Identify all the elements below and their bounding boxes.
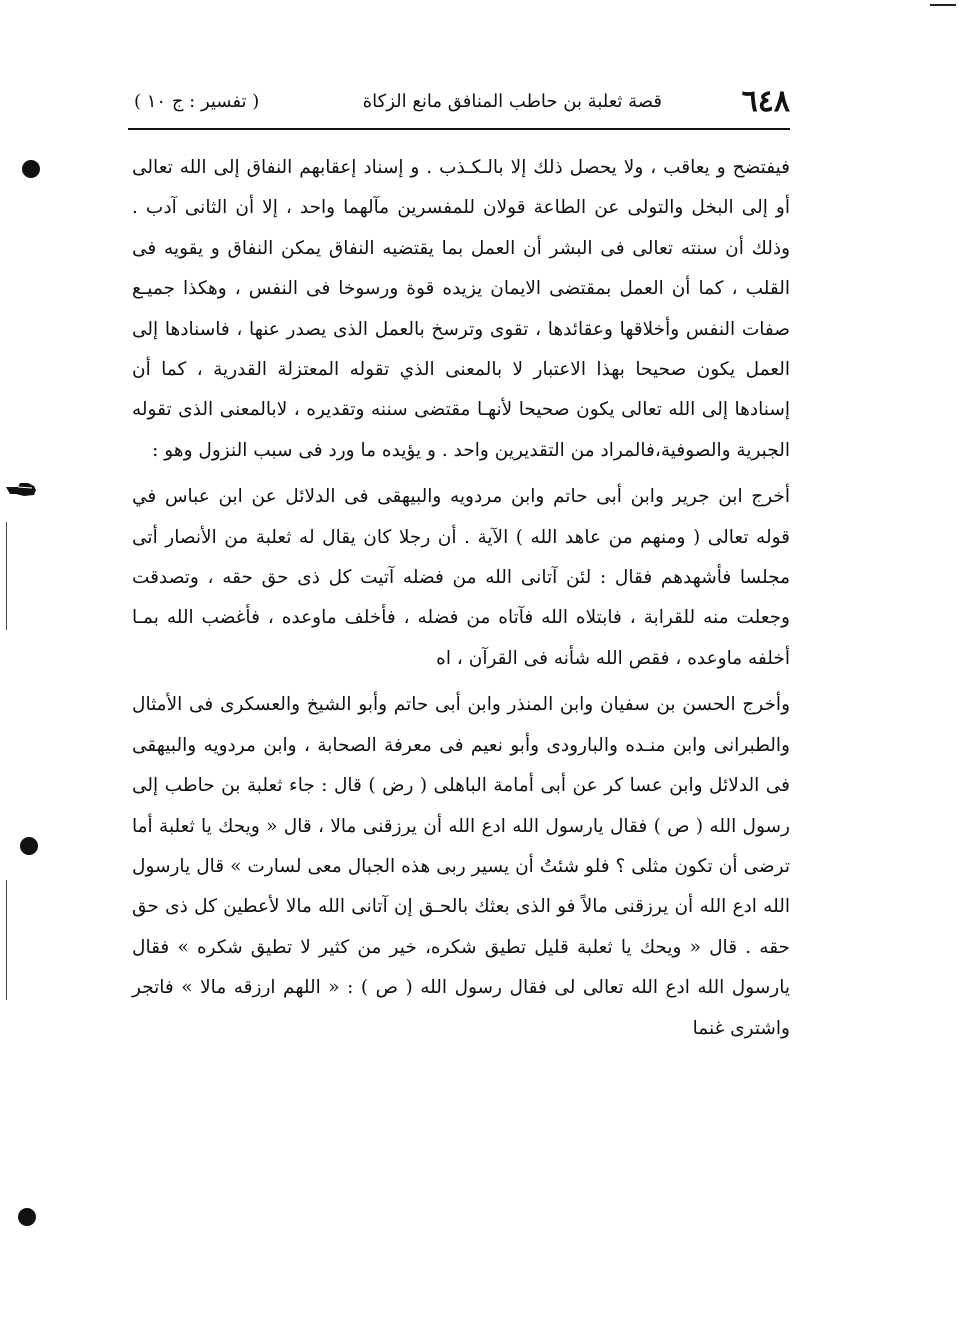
paragraph-abu-umama-narration: وأخرج الحسن بن سفيان وابن المنذر وابن أبى حاتم وأبو الشيخ والعسكرى فى الأمثال والطبرانى وابن منـده والبارودى وأبو نعيم فى معرفة الصحابة ، وابن مردويه والبيهقى فى الدلائل وابن عسا كر عن أبى أمامة الباهلى ( رض ) قال : جاء ثعلبة بن حاطب إلى رسول الله ( ص ) فقال يارسول الله ادع الله أن يرزقنى مالا ، قال « ويحك يا ثعلبة أما ترضى أن تكون مثلى ؟ فلو شئتُ أن يسير ربى هذه الجبال معى لسارت » قال يارسول الله ادع الله أن يرزقنى مالاً فو الذى بعثك بالحـق إن آتانى الله مالا لأعطين كل ذى حق حقه . قال « ويحك يا ثعلبة قليل تطيق شكره، خير من كثير لا تطيق شكره » فقال يارسول الله ادع الله تعالى لى فقال رسول الله ( ص ) : « اللهم ارزقه مالا » فاتجر واشترى غنما [132,694,790,1039]
margin-line [6,880,7,1000]
margin-line [6,522,7,630]
section-reference: ( تفسير : ج ١٠ ) [134,91,260,112]
paragraph-commentary: فيفتضح و يعاقب ، ولا يحصل ذلك إلا بالـكـذب . و إسناد إعقابهم النفاق إلى الله تعالى أو إلى البخل والتولى عن الطاعة قولان للمفسرين مآلهما واحد ، إلا أن الثانى آدب . وذلك أن سنته تعالى فى البشر أن العمل بما يقتضيه النفاق يمكن النفاق و يقويه فى القلب ، كما أن العمل بمقتضى الايمان يزيده قوة ورسوخا فى النفس ، وهكذا جميـع صفات النفس وأخلاقها وعقائدها ، تقوى وترسخ بالعمل الذى يصدر عنها ، فاسنادها إلى العمل يكون صحيحا بهذا الاعتبار لا بالمعنى الذي تقوله المعتزلة القدرية ، كما أن إسنادها إلى الله تعالى يكون صحيحا لأنهـا مقتضى سننه وتقديره ، لابالمعنى الذى تقوله الجبرية والصوفية،فالمراد من التقديرين واحد . و يؤيده ما ورد فى سبب النزول وهو : [132,157,791,461]
page-header [128,82,790,126]
header-rule [128,128,790,130]
body-text [132,148,790,1049]
margin-bullet-icon [18,1208,36,1226]
corner-mark [930,4,956,6]
paragraph-ibn-abbas-narration: أخرج ابن جرير وابن أبى حاتم وابن مردويه والبيهقى فى الدلائل عن ابن عباس في قوله تعالى ( ومنهم من عاهد الله ) الآية . أن رجلا كان يقال له ثعلبة من الأنصار أتى مجلسا فأشهدهم فقال : لئن آتانى الله من فضله آتيت كل ذى حق حقه ، وتصدقت وجعلت منه للقرابة ، فابتلاه الله فآتاه من فضله ، فأخلف ماوعده ، فأغضب الله بمـا أخلفه ماوعده ، فقص الله شأنه فى القرآن ، اه [132,486,790,669]
margin-bullet-icon [22,160,40,178]
page-number: ٦٤٨ [741,84,790,119]
running-title: قصة ثعلبة بن حاطب المنافق مانع الزكاة [362,91,662,112]
pointing-hand-icon [4,478,38,500]
margin-bullet-icon [20,837,38,855]
